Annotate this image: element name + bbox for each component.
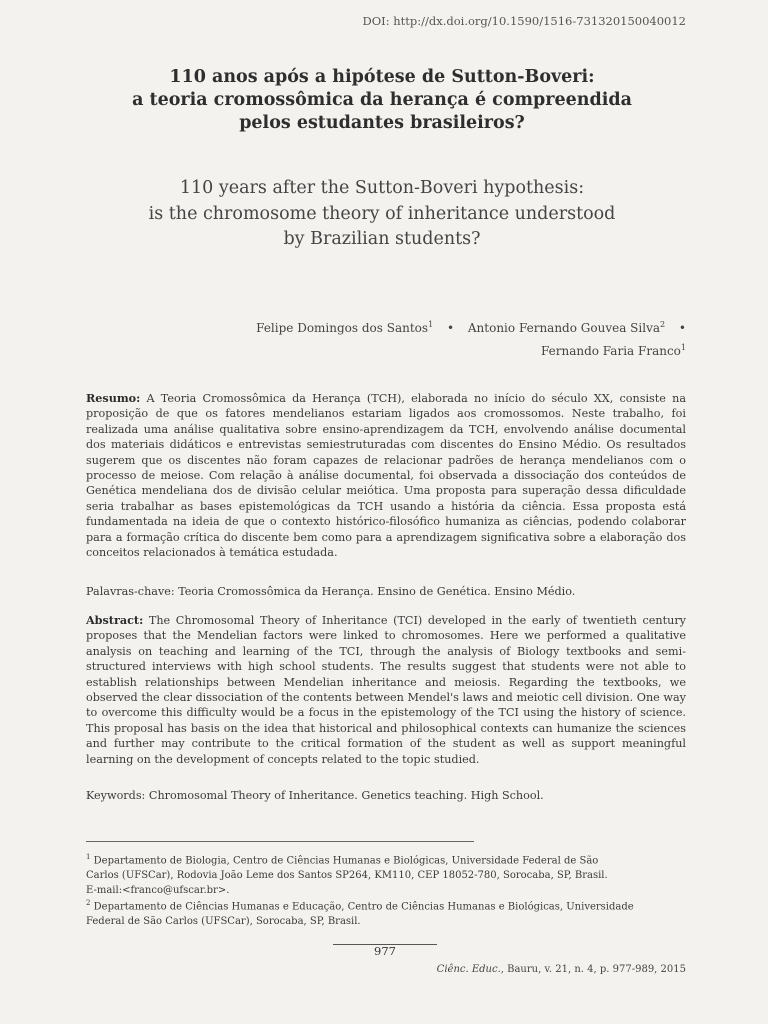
author-list [166,315,686,361]
author-separator-icon: • [446,321,455,335]
abstract-text: The Chromosomal Theory of Inheritance (TCI) developed in the early of twentieth century proposes that the Mendelian factors were linked to chromosomes. Here we performed a qualitative analysis on teaching and learning of the TCI, through the analysis of Biology textbooks and semi-structured interviews with high school students. The results suggest that students were not able to establish relationships between Mendelian inheritance and meiosis. Regarding the textbooks, we observed the clear dissociation of the contents between Mendel's laws and meiotic cell division. One way to overcome this difficulty would be a focus in the epistemology of the TCI using the history of science. This proposal has basis on the idea that historical and philosophical contexts can humanize the sciences and further may contribute to the critical formation of the student as well as support meaningful learning on the development of concepts related to the topic studied. [86,614,686,766]
author-affiliation-mark: 1 [428,320,434,329]
author-name: Felipe Domingos dos Santos [256,321,429,335]
author-line [166,338,686,361]
title-portuguese [82,66,682,135]
footnote-mark: 1 [86,853,91,861]
author-affiliation-mark: 2 [660,320,666,329]
journal-citation [437,964,686,975]
title-en-line: is the chromosome theory of inheritance understood [148,203,616,224]
abstract-label: Abstract: [86,613,144,627]
footnote-text: Departamento de Ciências Humanas e Educação, Centro de Ciências Humanas e Biológicas, Universidade [93,901,634,913]
title-pt-line: a teoria cromossômica da herança é compreendida [132,90,632,110]
footnote-divider [86,841,474,842]
author-name: Fernando Faria Franco [540,344,681,358]
citation-details: , Bauru, v. 21, n. 4, p. 977-989, 2015 [500,964,686,975]
journal-name: Ciênc. Educ. [436,964,501,975]
title-en-line: by Brazilian students? [283,229,481,249]
keywords: Keywords: Chromosomal Theory of Inheritance. Genetics teaching. High School. [86,789,544,802]
title-en-line: 110 years after the Sutton-Boveri hypothesis: [179,178,585,198]
resumo-label: Resumo: [86,391,141,405]
author-affiliation-mark: 1 [680,343,686,352]
author-line [166,315,686,338]
author-name: Antonio Fernando Gouvea Silva [467,321,660,335]
author-separator-icon: • [678,321,686,335]
title-pt-line: pelos estudantes brasileiros? [239,113,525,133]
resumo-text: A Teoria Cromossômica da Herança (TCH), elaborada no início do século XX, consiste na proposição de que os fatores mendelianos estariam ligados aos cromossomos. Neste trabalho, foi realizada uma análise qualitativa sobre ensino-aprendizagem da TCH, envolvendo análise documental dos materiais didáticos e entrevistas semiestruturadas com discentes do Ensino Médio. Os resultados sugerem que os discentes não foram capazes de relacionar padrões de herança mendelianos com o processo de meiose. Com relação à análise documental, foi observada a dissociação dos conteúdos de Genética mendeliana dos de divisão celular meiótica. Uma proposta para superação dessa dificuldade seria trabalhar as bases epistemológicas da TCH usando a história da ciência. Essa proposta está fundamentada na ideia de que o contexto histórico-filosófico humaniza as ciências, podendo colaborar para a formação crítica do discente bem como para a aprendizagem significativa sobre a elaboração dos conceitos relacionados à temática estudada. [86,392,686,560]
footnote-text: Departamento de Biologia, Centro de Ciências Humanas e Biológicas, Universidade Federal de São [93,855,599,867]
footnote-mark: 2 [86,899,91,907]
doi-link[interactable]: DOI: http://dx.doi.org/10.1590/1516-731320150040012 [362,14,686,28]
abstract-paragraph [86,613,686,767]
footnote-line [86,896,666,914]
footnote-line: Carlos (UFSCar), Rodovia João Leme dos Santos SP264, KM110, CEP 18052-780, Sorocaba, SP, Brasil. [86,870,608,882]
title-pt-line: 110 anos após a hipótese de Sutton-Boveri: [169,67,595,87]
title-english [82,176,682,253]
footnote-1 [86,850,666,898]
resumo-paragraph [86,391,686,560]
footnote-email[interactable]: E-mail:<franco@ufscar.br>. [86,885,230,897]
page-number: 977 [374,944,396,958]
palavras-chave: Palavras-chave: Teoria Cromossômica da Herança. Ensino de Genética. Ensino Médio. [86,585,576,598]
footnote-line [86,850,666,868]
footnote-2 [86,896,666,929]
footnote-line: Federal de São Carlos (UFSCar), Sorocaba, SP, Brasil. [86,916,361,928]
